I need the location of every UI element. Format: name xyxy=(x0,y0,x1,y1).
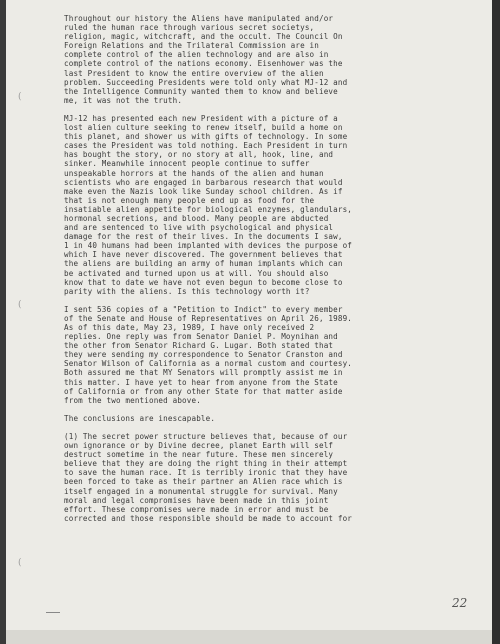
text-line: me, it was not the truth. xyxy=(64,95,183,105)
document-body xyxy=(64,14,476,532)
text-line: the Intelligence Community wanted them to know and believe xyxy=(64,86,338,96)
text-line: this planet, and shower us with gifts of technology. In some xyxy=(64,132,348,142)
text-line: sinker. Meanwhile innocent people continue to suffer xyxy=(64,159,310,169)
text-line: replies. One reply was from Senator Daniel P. Moynihan and xyxy=(64,332,338,342)
text-line: ruled the human race through various secret societys, xyxy=(64,23,315,33)
text-line: complete control of the nations economy. Eisenhower was the xyxy=(64,59,343,69)
text-line: religion, magic, witchcraft, and the occult. The Council On xyxy=(64,32,343,42)
text-line: be activated and turned upon us at will. You should also xyxy=(64,268,329,278)
text-line: complete control of the alien technology and are also in xyxy=(64,50,329,60)
text-line: of the Senate and House of Representatives on April 26, 1989. xyxy=(64,313,353,323)
text-line: has bought the story, or no story at all, hook, line, and xyxy=(64,150,334,160)
text-line: corrected and those responsible should be made to account for xyxy=(64,513,353,523)
text-line: destruct sometime in the near future. These men sincerely xyxy=(64,450,334,460)
text-line: to save the human race. It is terribly ironic that they have xyxy=(64,468,348,478)
text-line: problem. Succeeding Presidents were told only what MJ-12 and xyxy=(64,77,348,87)
text-line: effort. These compromises were made in error and must be xyxy=(64,504,329,514)
text-line: Throughout our history the Aliens have manipulated and/or xyxy=(64,14,334,23)
margin-mark: ( xyxy=(18,300,22,310)
text-line: the aliens are building an army of human implants which can xyxy=(64,259,343,269)
text-line: make even the Nazis look like Sunday school children. As if xyxy=(64,186,343,196)
text-line: Senator Wilson of California as a normal custom and courtesy. xyxy=(64,359,353,369)
page-number: 22 xyxy=(452,596,468,610)
text-line: last President to know the entire overview of the alien xyxy=(64,68,324,78)
paragraph xyxy=(64,414,476,423)
text-line: they were sending my correspondence to Senator Cranston and xyxy=(64,350,343,360)
paragraph xyxy=(64,432,476,523)
text-line: moral and legal compromises have been made in this joint xyxy=(64,495,329,505)
text-line: (1) The secret power structure believes that, because of our xyxy=(64,431,348,441)
text-line: been forced to take as their partner an Alien race which is xyxy=(64,477,343,487)
text-line: own ignorance or by Divine decree, planet Earth will self xyxy=(64,441,334,451)
text-line: Both assured me that MY Senators will promptly assist me in xyxy=(64,368,343,378)
text-line: itself engaged in a monumental struggle for survival. Many xyxy=(64,486,338,496)
scan-edge xyxy=(492,0,500,644)
text-line: hormonal secretions, and blood. Many people are abducted xyxy=(64,213,329,223)
text-line: insatiable alien appetite for biological enzymes, glandulars, xyxy=(64,204,353,214)
margin-dash xyxy=(46,612,60,613)
paragraph xyxy=(64,114,476,296)
text-line: from the two mentioned above. xyxy=(64,395,201,405)
margin-mark: ( xyxy=(18,92,22,102)
text-line: 1 in 40 humans had been implanted with devices the purpose of xyxy=(64,241,353,251)
text-line: know that to date we have not even begun to become close to xyxy=(64,277,343,287)
text-line: Foreign Relations and the Trilateral Commission are in xyxy=(64,41,319,51)
paragraph xyxy=(64,305,476,405)
text-line: The conclusions are inescapable. xyxy=(64,413,216,423)
text-line: cases the President was told nothing. Each President in turn xyxy=(64,141,348,151)
text-line: of California or from any other State for that matter aside xyxy=(64,386,343,396)
text-line: this matter. I have yet to hear from anyone from the State xyxy=(64,377,338,387)
text-line: and are sentenced to live with psychological and physical xyxy=(64,223,334,233)
margin-mark: ( xyxy=(18,558,22,568)
text-line: believe that they are doing the right thing in their attempt xyxy=(64,459,348,469)
text-line: unspeakable horrors at the hands of the alien and human xyxy=(64,168,324,178)
paragraph xyxy=(64,14,476,105)
scan-bottom-strip xyxy=(6,630,492,644)
document-page xyxy=(6,0,494,644)
text-line: I sent 536 copies of a "Petition to Indict" to every member xyxy=(64,304,343,314)
text-line: MJ-12 has presented each new President with a picture of a xyxy=(64,113,338,123)
text-line: parity with the aliens. Is this technology worth it? xyxy=(64,286,310,296)
text-line: which I have never discovered. The government believes that xyxy=(64,250,343,260)
text-line: that is not enough many people end up as food for the xyxy=(64,195,315,205)
text-line: As of this date, May 23, 1989, I have only received 2 xyxy=(64,323,315,332)
text-line: lost alien culture seeking to renew itself, build a home on xyxy=(64,123,343,133)
text-line: the other from Senator Richard G. Lugar. Both stated that xyxy=(64,341,334,351)
text-line: damage for the rest of their lives. In the documents I saw, xyxy=(64,232,343,242)
text-line: scientists who are engaged in barbarous research that would xyxy=(64,177,343,187)
